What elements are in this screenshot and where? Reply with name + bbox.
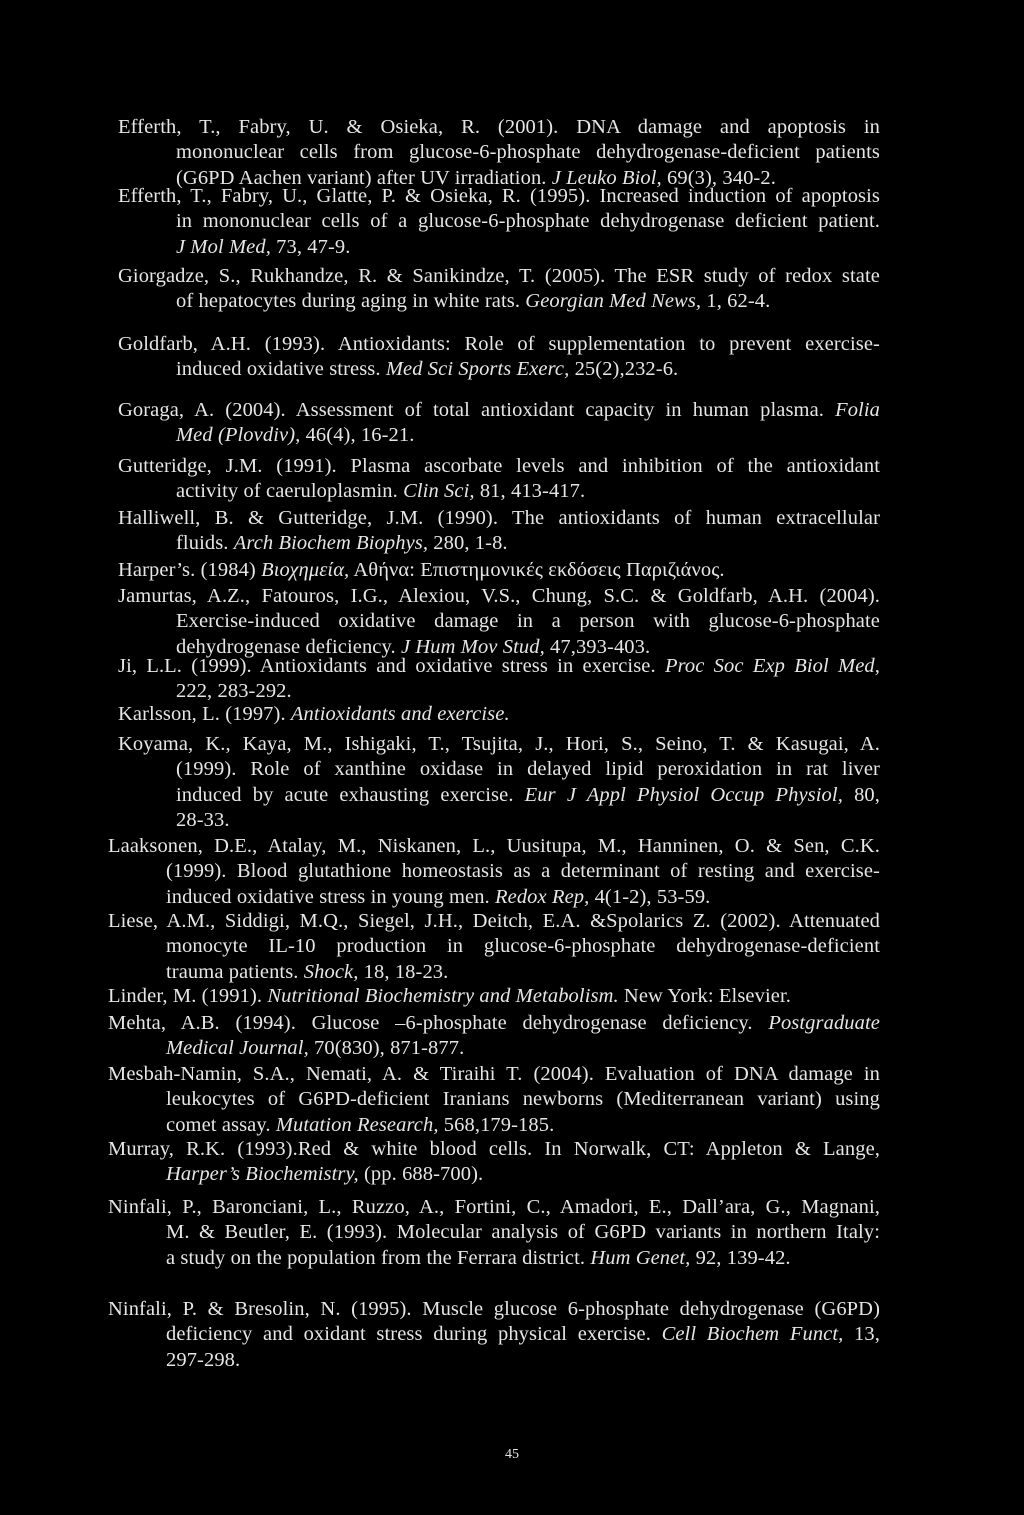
reference-text: Linder, M. (1991).: [108, 985, 268, 1007]
reference-continuation-line: [166, 1163, 483, 1186]
reference-text: Karlsson, L. (1997).: [118, 703, 291, 725]
reference-continuation-line: [166, 961, 448, 984]
reference-title-italic: Postgraduate: [768, 1012, 880, 1034]
reference-text: (1999). Role of xanthine oxidase in delayed lipid peroxidation in rat liver: [176, 758, 880, 781]
reference-continuation-line: [166, 1247, 791, 1270]
reference-text: Jamurtas, A.Z., Fatouros, I.G., Alexiou, V.S., Chung, S.C. & Goldfarb, A.H. (2004).: [118, 585, 880, 607]
reference-text: Harper’s. (1984): [118, 559, 262, 581]
reference-text: Gutteridge, J.M. (1991). Plasma ascorbate levels and inhibition of the antioxidant: [118, 455, 880, 477]
reference-first-line: [108, 985, 791, 1008]
reference-text: fluids.: [176, 532, 234, 555]
reference-text: a study on the population from the Ferrara district.: [166, 1246, 591, 1269]
reference-title-italic: Proc Soc Exp Biol Med,: [664, 655, 880, 677]
reference-title-italic: Georgian Med News,: [525, 290, 702, 313]
reference-text: Αθήνα: Επιστημονικές εκδόσεις Παριζιάνος.: [349, 559, 725, 581]
reference-first-line: [108, 835, 880, 858]
reference-first-line: [108, 1298, 880, 1321]
reference-first-line: [118, 585, 880, 608]
reference-first-line: [118, 655, 880, 678]
reference-title-italic: Folia: [835, 399, 880, 421]
reference-title-italic: Mutation Research,: [275, 1113, 439, 1136]
reference-title-italic: Harper’s Biochemistry,: [166, 1163, 359, 1186]
reference-text: 13,: [843, 1323, 880, 1346]
reference-text: induced by acute exhausting exercise.: [176, 783, 525, 806]
reference-text: (pp. 688-700).: [358, 1163, 484, 1186]
reference-continuation-line: [166, 1349, 240, 1372]
reference-text: activity of caeruloplasmin.: [176, 480, 404, 503]
reference-text: induced oxidative stress.: [176, 358, 386, 381]
reference-text: Efferth, T., Fabry, U. & Osieka, R. (2001). DNA damage and apoptosis in: [118, 116, 880, 138]
reference-continuation-line: [176, 290, 770, 313]
reference-first-line: [118, 559, 725, 582]
reference-title-italic: Arch Biochem Biophys,: [233, 532, 429, 555]
reference-text: Efferth, T., Fabry, U., Glatte, P. & Osieka, R. (1995). Increased induction of apoptosis: [118, 185, 880, 207]
reference-continuation-line: [166, 1037, 464, 1060]
reference-text: 4(1-2), 53-59.: [589, 885, 711, 908]
reference-text: 70(830), 871-877.: [308, 1037, 465, 1060]
reference-text: Giorgadze, S., Rukhandze, R. & Sanikindze, T. (2005). The ESR study of redox state: [118, 265, 880, 287]
reference-continuation-line: [166, 1323, 880, 1346]
reference-text: 18, 18-23.: [358, 960, 449, 983]
reference-text: mononuclear cells from glucose-6-phosphate dehydrogenase-deficient patients: [176, 141, 880, 164]
reference-continuation-line: [176, 141, 880, 164]
reference-text: Mesbah-Namin, S.A., Nemati, A. & Tiraihi T. (2004). Evaluation of DNA damage in: [108, 1063, 880, 1085]
reference-text: 222, 283-292.: [176, 680, 292, 703]
reference-text: New York: Elsevier.: [618, 985, 791, 1007]
reference-text: 568,179-185.: [438, 1113, 555, 1136]
reference-first-line: [118, 185, 880, 208]
reference-continuation-line: [176, 758, 880, 781]
reference-text: 28-33.: [176, 808, 230, 831]
reference-first-line: [118, 455, 880, 478]
reference-text: Laaksonen, D.E., Atalay, M., Niskanen, L., Uusitupa, M., Hanninen, O. & Sen, C.K.: [108, 835, 880, 857]
reference-text: M. & Beutler, E. (1993). Molecular analysis of G6PD variants in northern Italy:: [166, 1221, 880, 1244]
reference-continuation-line: [176, 532, 508, 555]
reference-text: 73, 47-9.: [270, 235, 351, 258]
reference-first-line: [118, 116, 880, 139]
reference-first-line: [118, 333, 880, 356]
reference-text: dehydrogenase deficiency.: [176, 635, 401, 658]
reference-text: 25(2),232-6.: [569, 358, 679, 381]
reference-first-line: [108, 910, 880, 933]
reference-text: Ninfali, P. & Bresolin, N. (1995). Muscle glucose 6-phosphate dehydrogenase (G6PD): [108, 1298, 880, 1320]
reference-text: Goraga, A. (2004). Assessment of total antioxidant capacity in human plasma.: [118, 399, 836, 421]
reference-title-italic: Medical Journal,: [166, 1037, 309, 1060]
reference-first-line: [118, 507, 880, 530]
reference-title-italic: J Leuko Biol,: [551, 166, 662, 189]
reference-text: 297-298.: [166, 1348, 241, 1371]
reference-continuation-line: [176, 424, 414, 447]
reference-continuation-line: [166, 935, 880, 958]
reference-text: 47,393-403.: [544, 635, 651, 658]
reference-text: deficiency and oxidant stress during physical exercise.: [166, 1323, 662, 1346]
reference-text: of hepatocytes during aging in white rats.: [176, 290, 526, 313]
reference-text: in mononuclear cells of a glucose-6-phosphate dehydrogenase deficient patient.: [176, 210, 880, 233]
reference-title-italic: J Mol Med,: [176, 235, 271, 258]
reference-first-line: [118, 733, 880, 756]
reference-title-italic: J Hum Mov Stud,: [400, 635, 545, 658]
reference-title-italic: Cell Biochem Funct,: [661, 1323, 844, 1346]
reference-continuation-line: [176, 358, 678, 381]
reference-first-line: [108, 1063, 880, 1086]
reference-text: (1999). Blood glutathione homeostasis as a determinant of resting and exercise-: [166, 860, 880, 883]
reference-text: Mehta, A.B. (1994). Glucose –6-phosphate dehydrogenase deficiency.: [108, 1012, 769, 1034]
reference-title-italic: Redox Rep,: [495, 885, 590, 908]
reference-text: 46(4), 16-21.: [300, 424, 415, 447]
reference-text: comet assay.: [166, 1113, 276, 1136]
reference-continuation-line: [166, 1221, 880, 1244]
reference-text: monocyte IL-10 production in glucose-6-phosphate dehydrogenase-deficient: [166, 935, 880, 958]
reference-title-italic: Shock,: [303, 960, 359, 983]
reference-continuation-line: [176, 210, 880, 233]
reference-title-italic: Nutritional Biochemistry and Metabolism.: [267, 985, 619, 1007]
reference-text: 80,: [842, 783, 880, 806]
reference-text: leukocytes of G6PD-deficient Iranians newborns (Mediterranean variant) using: [166, 1088, 880, 1111]
page-number: 45: [505, 1447, 519, 1462]
reference-continuation-line: [176, 480, 585, 503]
reference-continuation-line: [166, 1114, 554, 1137]
reference-first-line: [108, 1196, 880, 1219]
reference-continuation-line: [176, 784, 880, 807]
reference-first-line: [118, 703, 510, 726]
reference-text: Exercise-induced oxidative damage in a person with glucose-6-phosphate: [176, 610, 880, 633]
reference-continuation-line: [176, 809, 230, 832]
reference-title-italic: Med Sci Sports Exerc,: [385, 358, 570, 381]
reference-text: Liese, A.M., Siddigi, M.Q., Siegel, J.H., Deitch, E.A. &Spolarics Z. (2002). Attenuated: [108, 910, 880, 932]
reference-title-italic: Hum Genet,: [590, 1246, 691, 1269]
reference-first-line: [118, 399, 880, 422]
reference-continuation-line: [166, 1088, 880, 1111]
reference-text: 280, 1-8.: [428, 532, 508, 555]
reference-text: Ji, L.L. (1999). Antioxidants and oxidative stress in exercise.: [118, 655, 665, 677]
reference-text: Halliwell, B. & Gutteridge, J.M. (1990). The antioxidants of human extracellular: [118, 507, 880, 529]
reference-first-line: [118, 265, 880, 288]
reference-first-line: [108, 1012, 880, 1035]
reference-continuation-line: [166, 860, 880, 883]
reference-first-line: [108, 1138, 880, 1161]
reference-continuation-line: [166, 886, 710, 909]
reference-title-italic: Clin Sci,: [403, 480, 475, 503]
reference-title-italic: Βιοχημεία,: [261, 559, 350, 581]
reference-text: 81, 413-417.: [474, 480, 586, 503]
reference-text: 69(3), 340-2.: [661, 166, 776, 189]
reference-text: trauma patients.: [166, 960, 304, 983]
reference-title-italic: Med (Plovdiv),: [176, 424, 301, 447]
reference-text: 92, 139-42.: [690, 1246, 791, 1269]
reference-text: Koyama, K., Kaya, M., Ishigaki, T., Tsujita, J., Hori, S., Seino, T. & Kasugai, A.: [118, 733, 880, 755]
reference-continuation-line: [176, 610, 880, 633]
reference-text: Ninfali, P., Baronciani, L., Ruzzo, A., Fortini, C., Amadori, E., Dall’ara, G., Magnani,: [108, 1196, 880, 1218]
reference-continuation-line: [176, 680, 292, 703]
reference-text: induced oxidative stress in young men.: [166, 885, 495, 908]
reference-text: (G6PD Aachen variant) after UV irradiation.: [176, 166, 552, 189]
reference-text: Murray, R.K. (1993).Red & white blood cells. In Norwalk, CT: Appleton & Lange,: [108, 1138, 880, 1160]
reference-text: Goldfarb, A.H. (1993). Antioxidants: Role of supplementation to prevent exercise-: [118, 333, 880, 355]
reference-text: 1, 62-4.: [701, 290, 771, 313]
reference-title-italic: Eur J Appl Physiol Occup Physiol,: [524, 783, 843, 806]
reference-continuation-line: [176, 236, 351, 259]
reference-title-italic: Antioxidants and exercise.: [290, 703, 510, 725]
